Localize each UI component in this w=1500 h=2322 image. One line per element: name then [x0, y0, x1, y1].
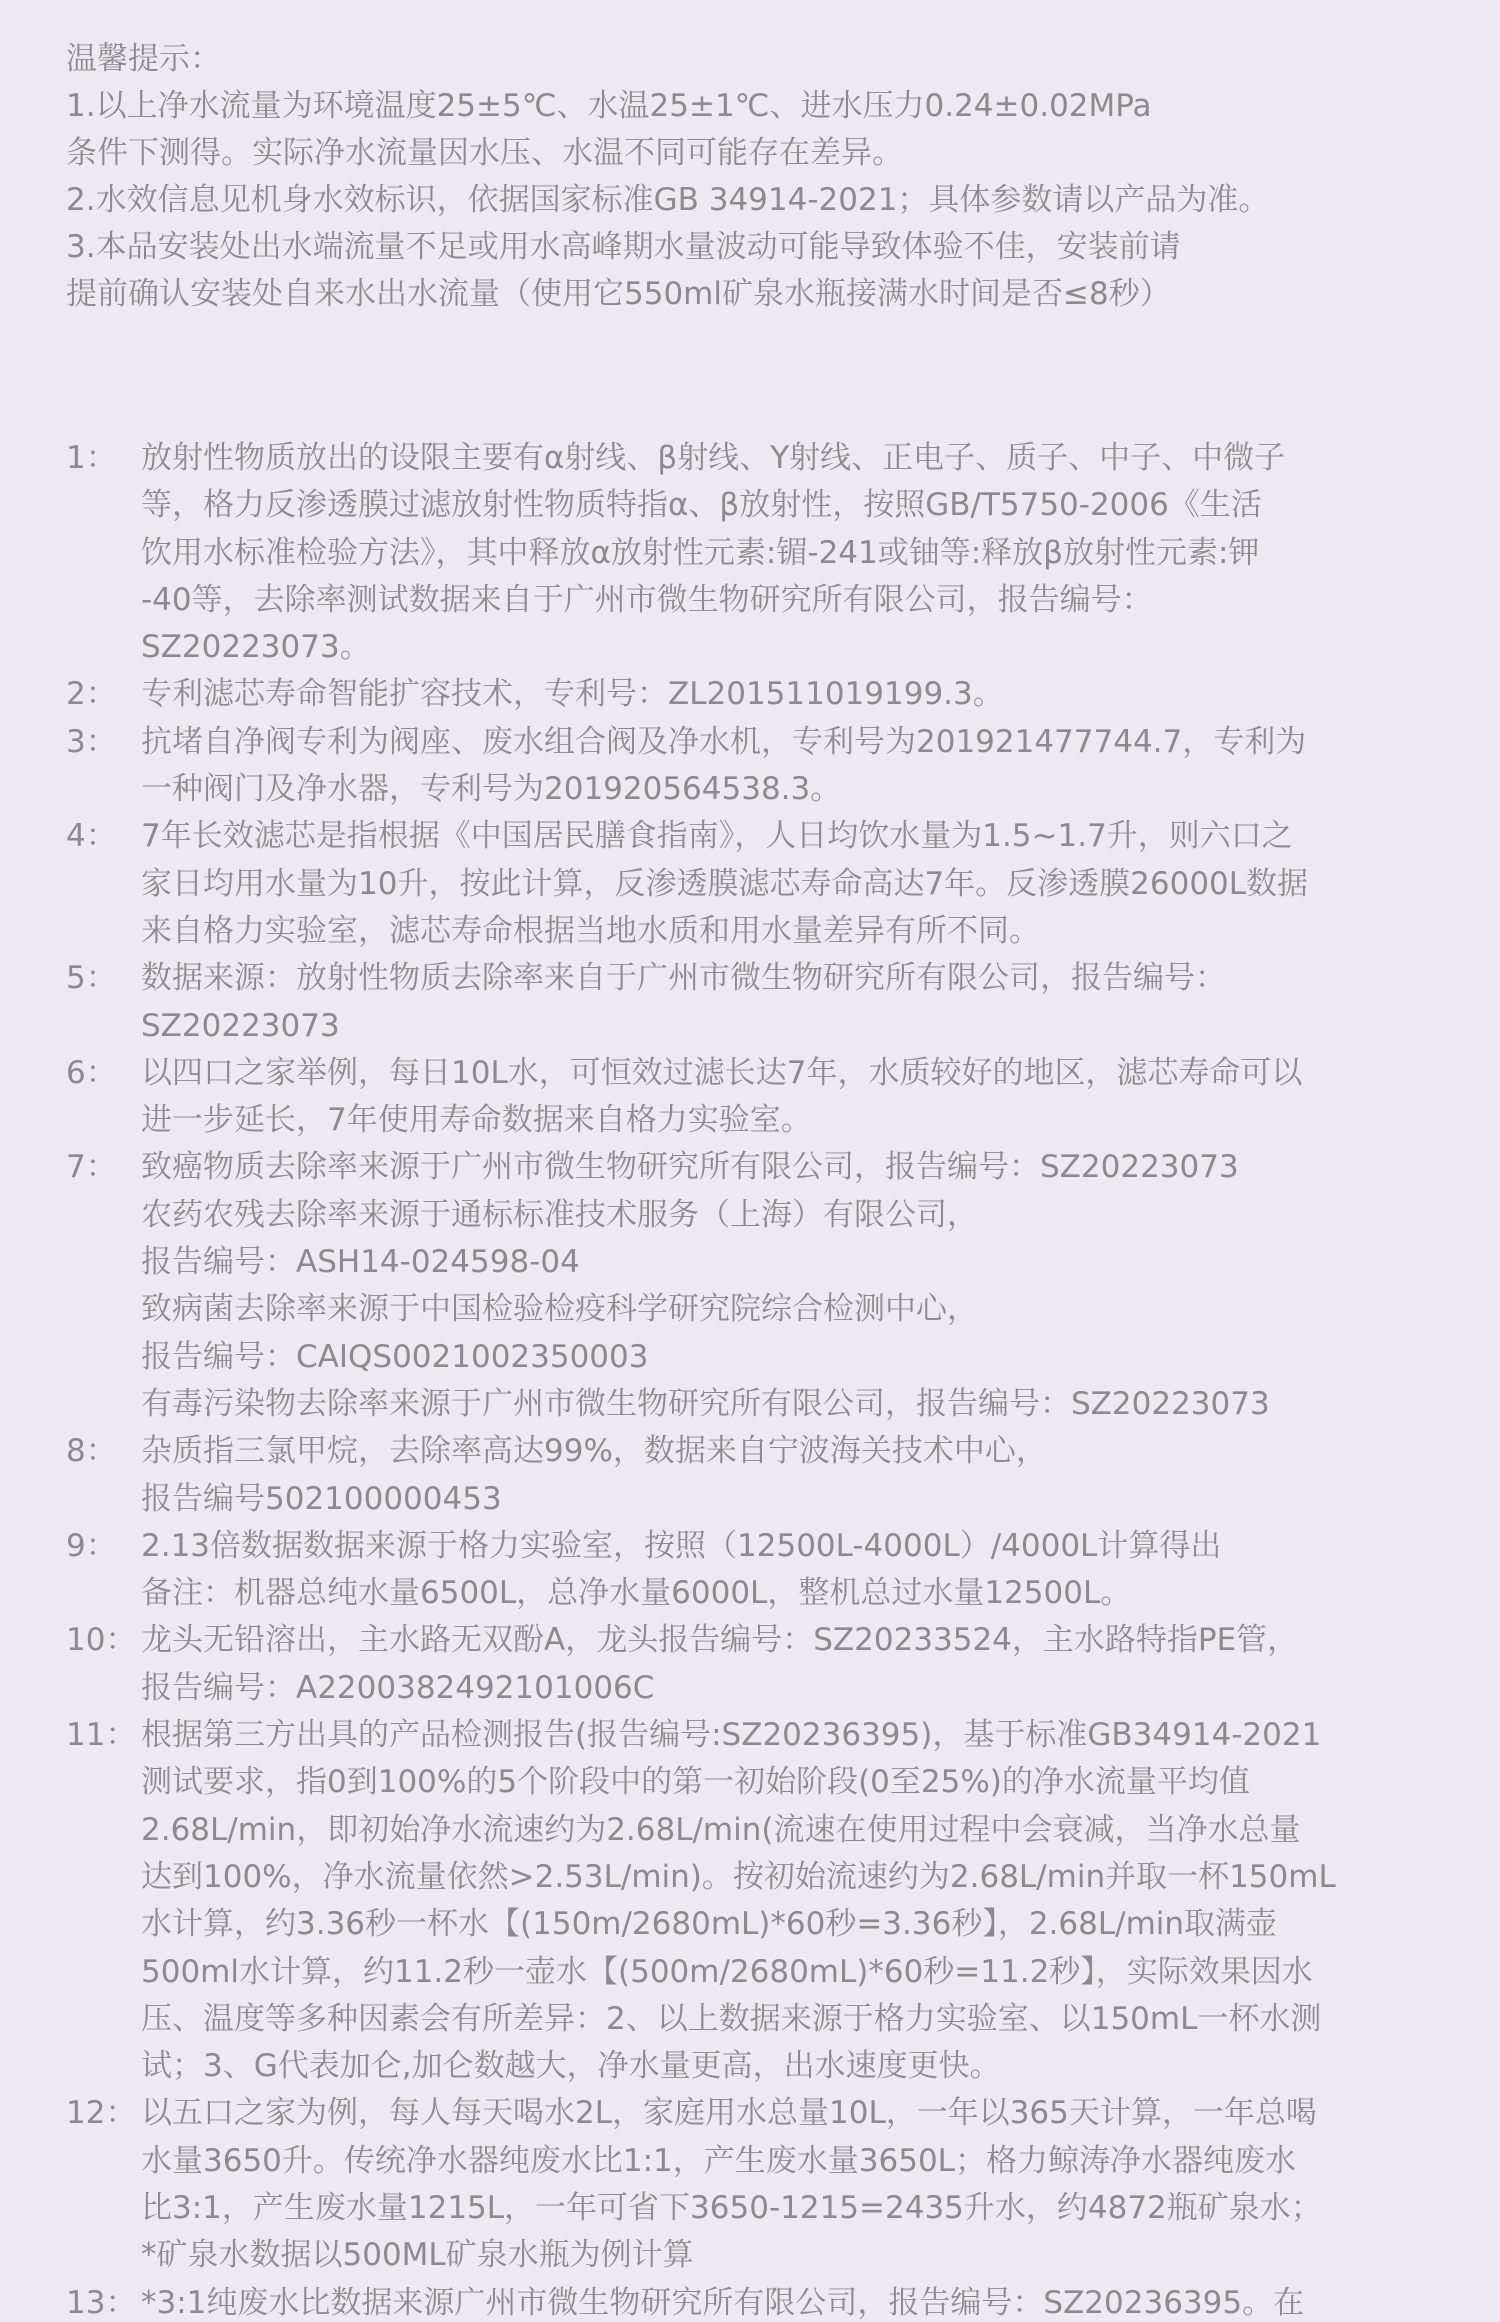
footnote-7 [66, 1144, 1456, 1428]
footnote-line: 致癌物质去除率来源于广州市微生物研究所有限公司，报告编号：SZ20223073 [141, 1149, 1239, 1186]
footnote-6 [66, 1050, 1456, 1145]
footnote-line: 杂质指三氯甲烷，去除率高达99%，数据来自宁波海关技术中心， [141, 1433, 1047, 1470]
footnote-line: 水量3650升。传统净水器纯废水比1:1，产生废水量3650L；格力鲸涛净水器纯废水 [141, 2142, 1296, 2179]
footnote-line: 龙头无铅溶出，主水路无双酚A，龙头报告编号：SZ20233524，主水路特指PE管， [141, 1622, 1299, 1659]
footnote-line: 水计算，约3.36秒一杯水【(150m/2680mL)*60秒=3.36秒】，2.68L/min取满壶 [141, 1906, 1278, 1943]
footnote-line: 有毒污染物去除率来源于广州市微生物研究所有限公司，报告编号：SZ20223073 [141, 1385, 1270, 1422]
footnote-body [141, 2090, 1456, 2279]
footnote-line: 7年长效滤芯是指根据《中国居民膳食指南》，人日均饮水量为1.5~1.7升，则六口之 [141, 818, 1293, 855]
footnote-line: 报告编号502100000453 [141, 1480, 502, 1517]
tips-line: 2.水效信息见机身水效标识，依据国家标准GB 34914-2021；具体参数请以产品为准。 [66, 182, 1270, 218]
footnote-line: 试；3、G代表加仑,加仑数越大，净水量更高，出水速度更快。 [141, 2048, 1001, 2085]
footnote-8 [66, 1428, 1456, 1523]
footnote-number: 12： [66, 2095, 137, 2132]
footnote-line: 2.68L/min，即初始净水流速约为2.68L/min(流速在使用过程中会衰减，当净水总量 [141, 1811, 1301, 1848]
footnote-body [141, 1523, 1456, 1618]
footnote-number: 10： [66, 1622, 137, 1659]
footnote-body [141, 1428, 1456, 1523]
footnote-number: 6： [66, 1054, 117, 1091]
footnote-line: 报告编号：CAIQS0021002350003 [141, 1338, 649, 1375]
footnote-body [141, 1617, 1456, 1712]
tips-line: 条件下测得。实际净水流量因水压、水温不同可能存在差异。 [66, 135, 903, 171]
footnote-line: 放射性物质放出的设限主要有α射线、β射线、Y射线、正电子、质子、中子、中微子 [141, 440, 1286, 476]
tips-heading: 温馨提示： [66, 41, 221, 77]
footnote-line: 来自格力实验室，滤芯寿命根据当地水质和用水量差异有所不同。 [141, 912, 1040, 949]
footnote-line: 家日均用水量为10升，按此计算，反渗透膜滤芯寿命高达7年。反渗透膜26000L数据 [141, 865, 1309, 902]
footnote-line: 500ml水计算，约11.2秒一壶水【(500m/2680mL)*60秒=11.2秒】，实际效果因水 [141, 1953, 1313, 1990]
footnote-number: 11： [66, 1717, 137, 1754]
footnote-number: 4： [66, 818, 117, 855]
footnote-1 [66, 435, 1456, 671]
footnote-line: 备注：机器总纯水量6500L，总净水量6000L，整机总过水量12500L。 [141, 1575, 1132, 1612]
footnote-line: 专利滤芯寿命智能扩容技术，专利号：ZL201511019199.3。 [141, 676, 1004, 713]
tips-line: 提前确认安装处自来水出水流量（使用它550ml矿泉水瓶接满水时间是否≤8秒） [66, 276, 1171, 312]
footnote-body [141, 1050, 1456, 1145]
footnotes-list [66, 435, 1456, 2322]
footnote-number: 5： [66, 960, 117, 997]
footnote-body [141, 1712, 1456, 2090]
footnote-body [141, 1144, 1456, 1428]
footnote-line: 等，格力反渗透膜过滤放射性物质特指α、β放射性，按照GB/T5750-2006《生活 [141, 487, 1262, 524]
footnote-9 [66, 1523, 1456, 1618]
footnote-line: SZ20223073 [141, 1007, 340, 1044]
footnote-line: 以五口之家为例，每人每天喝水2L，家庭用水总量10L，一年以365天计算，一年总喝 [141, 2095, 1317, 2132]
footnote-13 [66, 2280, 1456, 2322]
footnote-number: 1： [66, 440, 117, 476]
footnote-line: 达到100%，净水流量依然>2.53L/min)。按初始流速约为2.68L/min并取一杯150mL [141, 1858, 1336, 1895]
footnote-3 [66, 719, 1456, 814]
tips-line: 1.以上净水流量为环境温度25±5℃、水温25±1℃、进水压力0.24±0.02MPa [66, 88, 1152, 124]
footnote-line: *3:1纯废水比数据来源广州市微生物研究所有限公司，报告编号：SZ20236395。在 [141, 2284, 1305, 2321]
footnote-number: 13： [66, 2284, 137, 2321]
footnote-5 [66, 955, 1456, 1050]
footnote-4 [66, 813, 1456, 955]
footnote-body [141, 955, 1456, 1050]
footnote-line: 抗堵自净阀专利为阀座、废水组合阀及净水机，专利号为201921477744.7，专利为 [141, 723, 1307, 760]
footnote-line: 农药农残去除率来源于通标标准技术服务（上海）有限公司， [141, 1196, 978, 1233]
footnote-number: 3： [66, 723, 117, 760]
footnote-number: 2： [66, 676, 117, 713]
footnote-line: 一种阀门及净水器，专利号为201920564538.3。 [141, 771, 842, 808]
footnote-line: 2.13倍数据数据来源于格力实验室，按照（12500L-4000L）/4000L计算得出 [141, 1527, 1222, 1564]
footnote-line: 根据第三方出具的产品检测报告(报告编号:SZ20236395)，基于标准GB34914-2021 [141, 1717, 1322, 1754]
footnote-number: 7： [66, 1149, 117, 1186]
footnote-body [141, 719, 1456, 814]
footnote-line: 测试要求，指0到100%的5个阶段中的第一初始阶段(0至25%)的净水流量平均值 [141, 1764, 1250, 1801]
footnote-body [141, 2280, 1456, 2322]
footnote-line: 数据来源：放射性物质去除率来自于广州市微生物研究所有限公司，报告编号： [141, 960, 1226, 997]
footnote-line: 进一步延长，7年使用寿命数据来自格力实验室。 [141, 1102, 812, 1139]
footnote-body [141, 435, 1456, 671]
footnote-number: 8： [66, 1433, 117, 1470]
tips-line: 3.本品安装处出水端流量不足或用水高峰期水量波动可能导致体验不佳，安装前请 [66, 229, 1181, 265]
warm-tips-section [66, 36, 1456, 318]
footnote-line: 致病菌去除率来源于中国检验检疫科学研究院综合检测中心， [141, 1291, 978, 1328]
footnote-line: *矿泉水数据以500ML矿泉水瓶为例计算 [141, 2237, 694, 2274]
footnote-line: 压、温度等多种因素会有所差异：2、以上数据来源于格力实验室、以150mL一杯水测 [141, 2000, 1322, 2037]
footnote-12 [66, 2090, 1456, 2279]
footnote-body [141, 671, 1456, 718]
footnote-10 [66, 1617, 1456, 1712]
footnote-11 [66, 1712, 1456, 2090]
footnote-line: 以四口之家举例，每日10L水，可恒效过滤长达7年，水质较好的地区，滤芯寿命可以 [141, 1054, 1303, 1091]
footnote-number: 9： [66, 1527, 117, 1564]
footnote-line: -40等，去除率测试数据来自于广州市微生物研究所有限公司，报告编号： [141, 581, 1153, 618]
footnote-2 [66, 671, 1456, 718]
footnote-line: 比3:1，产生废水量1215L，一年可省下3650-1215=2435升水，约4872瓶矿泉水； [141, 2189, 1322, 2226]
footnote-line: 报告编号：ASH14-024598-04 [141, 1244, 580, 1281]
footnote-line: 报告编号：A2200382492101006C [141, 1669, 655, 1706]
footnote-body [141, 813, 1456, 955]
footnote-line: 饮用水标准检验方法》，其中释放α放射性元素:镅-241或铀等:释放β放射性元素:钾 [141, 534, 1260, 571]
footnote-line: SZ20223073。 [141, 629, 371, 666]
